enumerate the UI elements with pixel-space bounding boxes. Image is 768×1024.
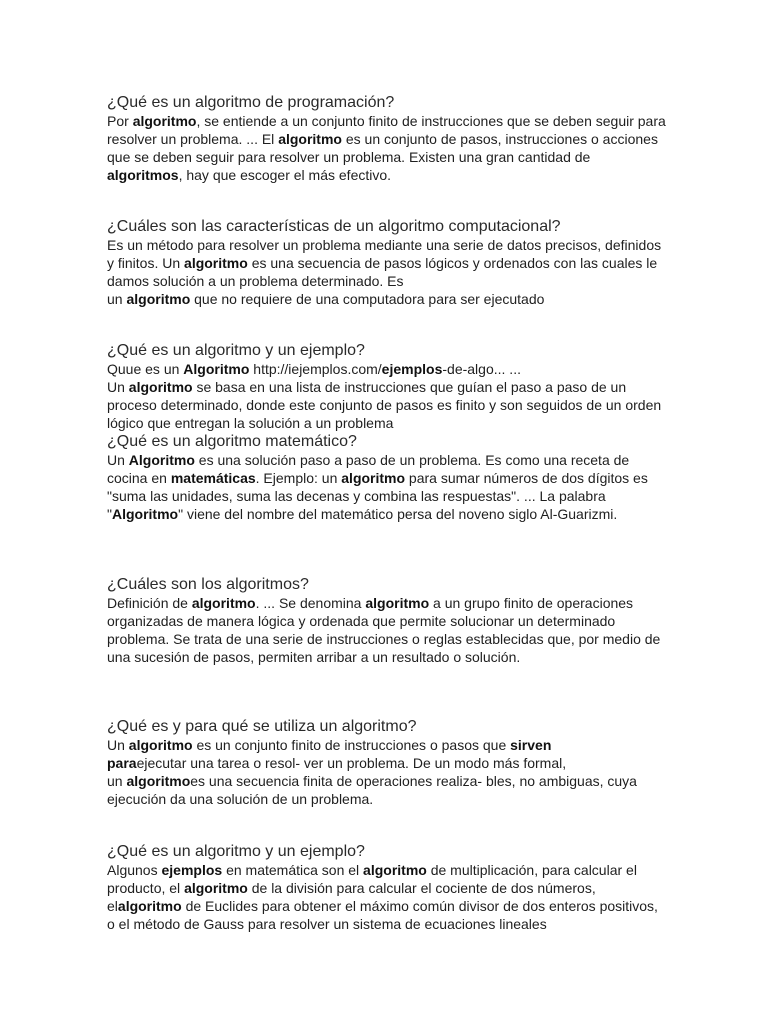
bold-term: Algoritmo [128,452,195,468]
text-run: es una solución paso a paso de un problema. Es como una receta de cocina en [107,452,630,486]
text-run: de multiplicación, para calcular el producto, el [107,862,637,896]
bold-term: algoritmo [363,862,427,878]
bold-term: algoritmo [184,880,248,896]
text-run: de Euclides para obtener el máximo común divisor de dos enteros positivos, o el método de Gauss para resolver un sistema de ecuaciones lineales [107,898,658,932]
text-run: es un conjunto finito de instrucciones o pasos que [192,737,511,753]
section-heading: ¿Qué es un algoritmo y un ejemplo? [107,843,365,860]
bold-term: sirven [510,737,552,753]
section-body [107,112,667,184]
text-run: Quue es un [107,361,184,377]
bold-term: algoritmo [128,379,193,395]
text-run: a un grupo finito de operaciones organizadas de manera lógica y ordenada que permite solucionar un determinado problema. Se trata de una serie de instrucciones o reglas establecidas que, por medio de una sucesión de pasos, permiten arribar a un resultado o solución. [107,595,661,665]
section-heading: ¿Qué es un algoritmo de programación? [107,94,395,111]
bold-term: algoritmo [365,595,430,611]
bold-term: Algoritmo [111,506,179,522]
section-heading: ¿Qué es un algoritmo matemático? [107,433,357,450]
section-6 [107,717,667,808]
bold-term: Algoritmo [183,361,250,377]
text-run: Es un método para resolver un problema mediante una serie de datos precisos, definidos y finitos. Un [107,237,662,271]
section-7 [107,842,667,933]
text-run: Algunos [107,862,162,878]
text-run: " viene del nombre del matemático persa del noveno siglo Al-Guarizmi. [178,506,618,522]
section-body [107,594,667,666]
bold-term: algoritmo [278,131,342,147]
text-run: un [107,291,127,307]
section-body [107,236,667,308]
bold-term: algoritmo [126,291,191,307]
text-run: -de-algo... ... [442,361,521,377]
bold-term: algoritmos [107,167,179,183]
bold-term: ejemplos [381,361,443,377]
text-run: . ... Se denomina [255,595,366,611]
text-run: se basa en una lista de instrucciones que guían el paso a paso de un proceso determinado, donde este conjunto de pasos es finito y son seguidos de un orden lógico que entregan la solución a un problema [107,379,662,431]
text-run: http://iejemplos.com/ [249,361,382,377]
bold-term: algoritmo [126,773,191,789]
text-run: Un [107,452,129,468]
section-heading: ¿Qué es y para qué se utiliza un algoritmo? [107,718,417,735]
bold-term: ejemplos [161,862,223,878]
text-run: Un [107,379,129,395]
section-4 [107,432,667,523]
bold-term: algoritmo [341,470,406,486]
section-3 [107,341,667,432]
section-5 [107,575,667,666]
section-body [107,451,667,523]
text-run: en matemática son el [222,862,364,878]
section-1 [107,93,667,184]
text-run: Definición de [107,595,192,611]
text-run: es una secuencia finita de operaciones realiza- bles, no ambiguas, cuya ejecución da una solución de un problema. [107,773,637,807]
section-body [107,861,667,933]
bold-term: algoritmo [132,113,197,129]
text-run: para sumar números de dos dígitos es "suma las unidades, suma las decenas y combina las respuestas". ... La palabra " [107,470,648,522]
bold-term: algoritmo [191,595,256,611]
text-run: ejecutar una tarea o resol- ver un problema. De un modo más formal, [136,755,567,771]
section-2 [107,217,667,308]
text-run: Un [107,737,129,753]
text-run: un [107,773,127,789]
section-body [107,736,667,808]
section-heading: ¿Cuáles son las características de un algoritmo computacional? [107,218,561,235]
bold-term: algoritmo [117,898,182,914]
text-run: de la división para calcular el cociente de dos números, el [107,880,596,914]
section-body [107,360,667,432]
text-run: , se entiende a un conjunto finito de instrucciones que se deben seguir para resolver un problema. ... El [107,113,666,147]
text-run: es un conjunto de pasos, instrucciones o acciones que se deben seguir para resolver un problema. Existen una gran cantidad de [107,131,658,165]
bold-term: algoritmo [184,255,248,271]
text-run: . Ejemplo: un [255,470,342,486]
section-heading: ¿Cuáles son los algoritmos? [107,576,309,593]
text-run: , hay que escoger el más efectivo. [178,167,392,183]
bold-term: para [107,755,137,771]
text-run: es una secuencia de pasos lógicos y ordenados con las cuales le damos solución a un problema determinado. Es [107,255,658,289]
bold-term: algoritmo [128,737,193,753]
bold-term: matemáticas [170,470,256,486]
text-run: que no requiere de una computadora para ser ejecutado [190,291,545,307]
text-run: Por [107,113,133,129]
section-heading: ¿Qué es un algoritmo y un ejemplo? [107,342,365,359]
